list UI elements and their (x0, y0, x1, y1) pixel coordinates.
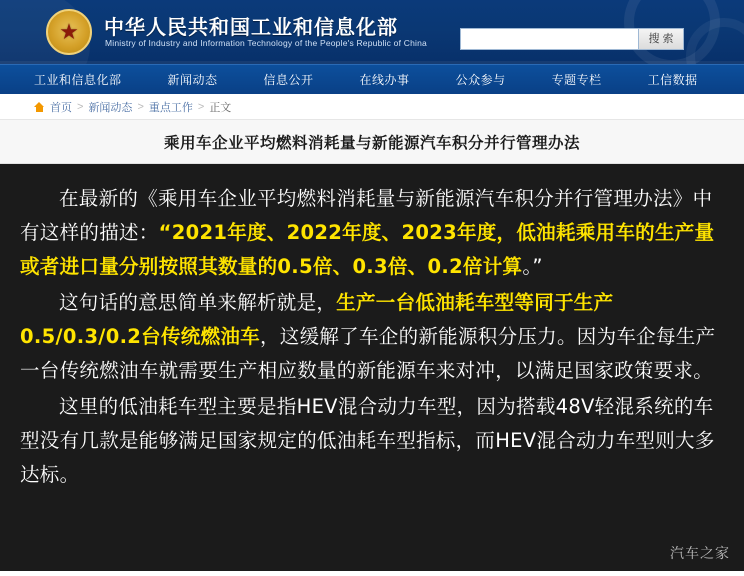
nav-item-news[interactable]: 新闻动态 (167, 73, 218, 87)
site-search[interactable] (460, 28, 684, 50)
breadcrumb-separator: > (77, 100, 84, 113)
nav-item-disclosure[interactable]: 信息公开 (263, 73, 314, 87)
breadcrumb-item-news[interactable]: 新闻动态 (88, 101, 133, 114)
breadcrumb-item-home[interactable]: 首页 (50, 101, 72, 114)
paragraph-1 (20, 182, 724, 284)
breadcrumb-item-key-work[interactable]: 重点工作 (148, 101, 193, 114)
breadcrumb-separator: > (137, 100, 144, 113)
paragraph-2-highlight: 生产一台低油耗车型等同于生产0.5/0.3/0.2台传统燃油车 (20, 291, 614, 348)
home-icon (34, 101, 45, 112)
breadcrumb-separator: > (197, 100, 205, 113)
site-title: 中华人民共和国工业和信息化部 (104, 17, 398, 39)
paragraph-1-highlight: “2021年度、2022年度、2023年度，低油耗乘用车的生产量或者进口量分别按照其数量的0.5倍、0.3倍、0.2倍计算 (20, 221, 715, 278)
article-content-overlay (0, 164, 744, 571)
nav-item-topics[interactable]: 专题专栏 (551, 73, 602, 87)
paragraph-1-run-1: 在最新的《乘用车企业平均燃料消耗量与新能源汽车积分并行管理办法》中有这样的描述： (20, 187, 713, 244)
paragraph-3 (20, 390, 724, 492)
main-navigation (0, 64, 744, 94)
breadcrumb-item-current: 正文 (209, 101, 232, 114)
nav-item-public-participation[interactable]: 公众参与 (455, 73, 506, 87)
nav-item-data[interactable]: 工信数据 (647, 73, 698, 87)
nav-item-online-service[interactable]: 在线办事 (359, 73, 410, 87)
emblem-star-glyph: ★ (59, 19, 79, 44)
paragraph-3-run-1: 这里的低油耗车型主要是指HEV混合动力车型，因为搭载48V轻混系统的车型没有几款是能够满足国家规定的低油耗车型指标，而HEV混合动力车型则大多达标。 (20, 395, 715, 486)
search-button[interactable]: 搜 索 (638, 28, 684, 50)
breadcrumb (0, 94, 744, 120)
site-banner (0, 0, 744, 64)
article-header (0, 120, 744, 164)
paragraph-2 (20, 286, 724, 388)
search-input[interactable] (460, 28, 638, 50)
paragraph-2-run-3: ，这缓解了车企的新能源积分压力。因为车企每生产一台传统燃油车就需要生产相应数量的新能源车来对冲，以满足国家政策要求。 (20, 325, 716, 382)
watermark: 汽车之家 (670, 545, 730, 561)
nav-item-ministry[interactable]: 工业和信息化部 (34, 73, 122, 87)
paragraph-2-run-1: 这句话的意思简单来解析就是， (59, 291, 337, 314)
national-emblem-icon (46, 9, 92, 55)
site-subtitle: Ministry of Industry and Information Technology of the People's Republic of China (105, 38, 427, 48)
paragraph-1-run-3: 。” (522, 255, 543, 278)
page-title: 乘用车企业平均燃料消耗量与新能源汽车积分并行管理办法 (163, 134, 580, 152)
